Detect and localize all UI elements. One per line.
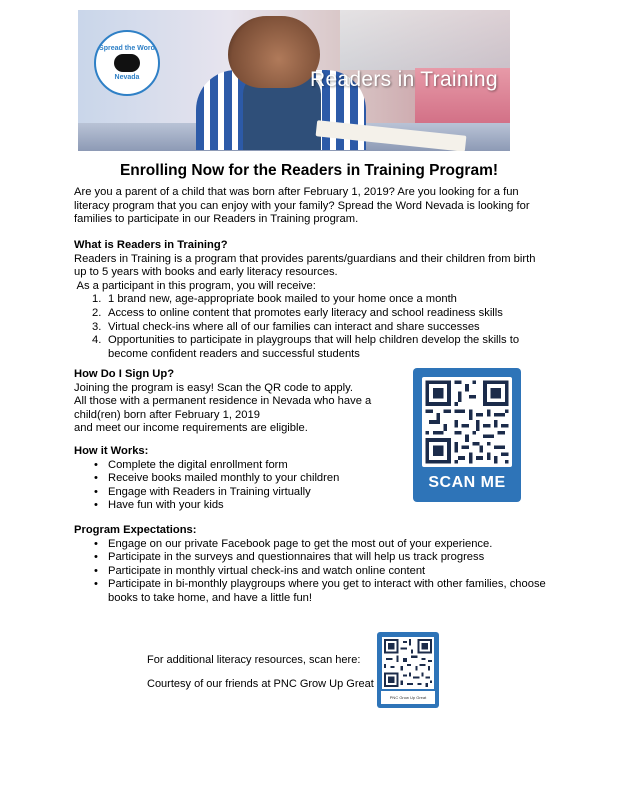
pnc-qr-code[interactable] xyxy=(377,632,439,708)
what-title: What is Readers in Training? xyxy=(74,239,228,251)
how-it-works-section xyxy=(74,445,404,513)
courtesy-text: Courtesy of our friends at PNC Grow Up Great xyxy=(147,678,374,690)
list-item: • Receive books mailed monthly to your children xyxy=(74,472,404,486)
logo-text-top: Spread the Word xyxy=(99,45,155,52)
qr-code-icon xyxy=(422,377,512,467)
signup-line-2: All those with a permanent residence in Nevada who have a child(ren) born after February 1, 2019 xyxy=(74,395,372,421)
list-item: 2. Access to online content that promotes early literacy and school readiness skills xyxy=(92,306,503,319)
list-item: • Participate in bi-monthly playgroups where you get to interact with other families, choose books to take home, and have a little fun! xyxy=(74,578,550,605)
expect-list xyxy=(74,538,550,606)
spread-the-word-logo xyxy=(94,30,160,96)
banner-title: Readers in Training xyxy=(310,68,498,91)
list-item: • Participate in the surveys and questionnaires that will help us track progress xyxy=(74,551,550,565)
list-item: • Engage with Readers in Training virtually xyxy=(74,486,404,500)
list-item: 1. 1 brand new, age-appropriate book mailed to your home once a month xyxy=(92,293,457,306)
signup-line-1: Joining the program is easy! Scan the QR code to apply. xyxy=(74,381,354,394)
signup-line-3: and meet our income requirements are eligible. xyxy=(74,422,308,435)
qr-code-icon xyxy=(382,637,434,689)
list-item: • Complete the digital enrollment form xyxy=(74,459,404,473)
works-list xyxy=(74,459,404,513)
page-title: Enrolling Now for the Readers in Training Program! xyxy=(119,162,499,179)
list-item: • Engage on our private Facebook page to get the most out of your experience. xyxy=(74,538,550,552)
what-lead: As a participant in this program, you will receive: xyxy=(74,279,316,292)
works-title: How it Works: xyxy=(74,445,149,457)
list-item: • Have fun with your kids xyxy=(74,499,404,513)
signup-section xyxy=(74,368,384,436)
banner-bookshelf xyxy=(340,10,510,70)
list-item: 4. Opportunities to participate in playgroups that will help children develop the skills to become confident readers and successful students xyxy=(92,334,520,360)
what-body: Readers in Training is a program that provides parents/guardians and their children from birth up to 5 years with books and early literacy resources. xyxy=(74,252,536,279)
scan-me-label: SCAN ME xyxy=(428,474,506,491)
pnc-logo-text: PNC Grow Up Great xyxy=(389,695,427,700)
expect-title: Program Expectations: xyxy=(74,524,197,536)
logo-text-bottom: Nevada xyxy=(114,74,140,81)
expectations-section xyxy=(74,524,550,606)
pnc-grow-up-great-logo xyxy=(381,691,435,704)
benefits-list xyxy=(74,293,544,361)
list-item: • Participate in monthly virtual check-ins and watch online content xyxy=(74,565,550,579)
logo-mouse-icon xyxy=(114,54,140,72)
list-item: 3. Virtual check-ins where all of our families can interact and share successes xyxy=(92,320,480,333)
additional-resources-text: For additional literacy resources, scan here: xyxy=(147,654,361,666)
what-section xyxy=(74,239,544,361)
header-banner-image xyxy=(78,10,510,151)
signup-title: How Do I Sign Up? xyxy=(74,368,175,380)
enrollment-qr-code[interactable] xyxy=(413,368,521,502)
intro-paragraph: Are you a parent of a child that was born after February 1, 2019? Are you looking for a fun literacy program that you can enjoy with your family? Spread the Word Nevada is looking for families to participate in our Readers in Training program. xyxy=(74,186,530,226)
banner-child-head xyxy=(228,16,320,88)
